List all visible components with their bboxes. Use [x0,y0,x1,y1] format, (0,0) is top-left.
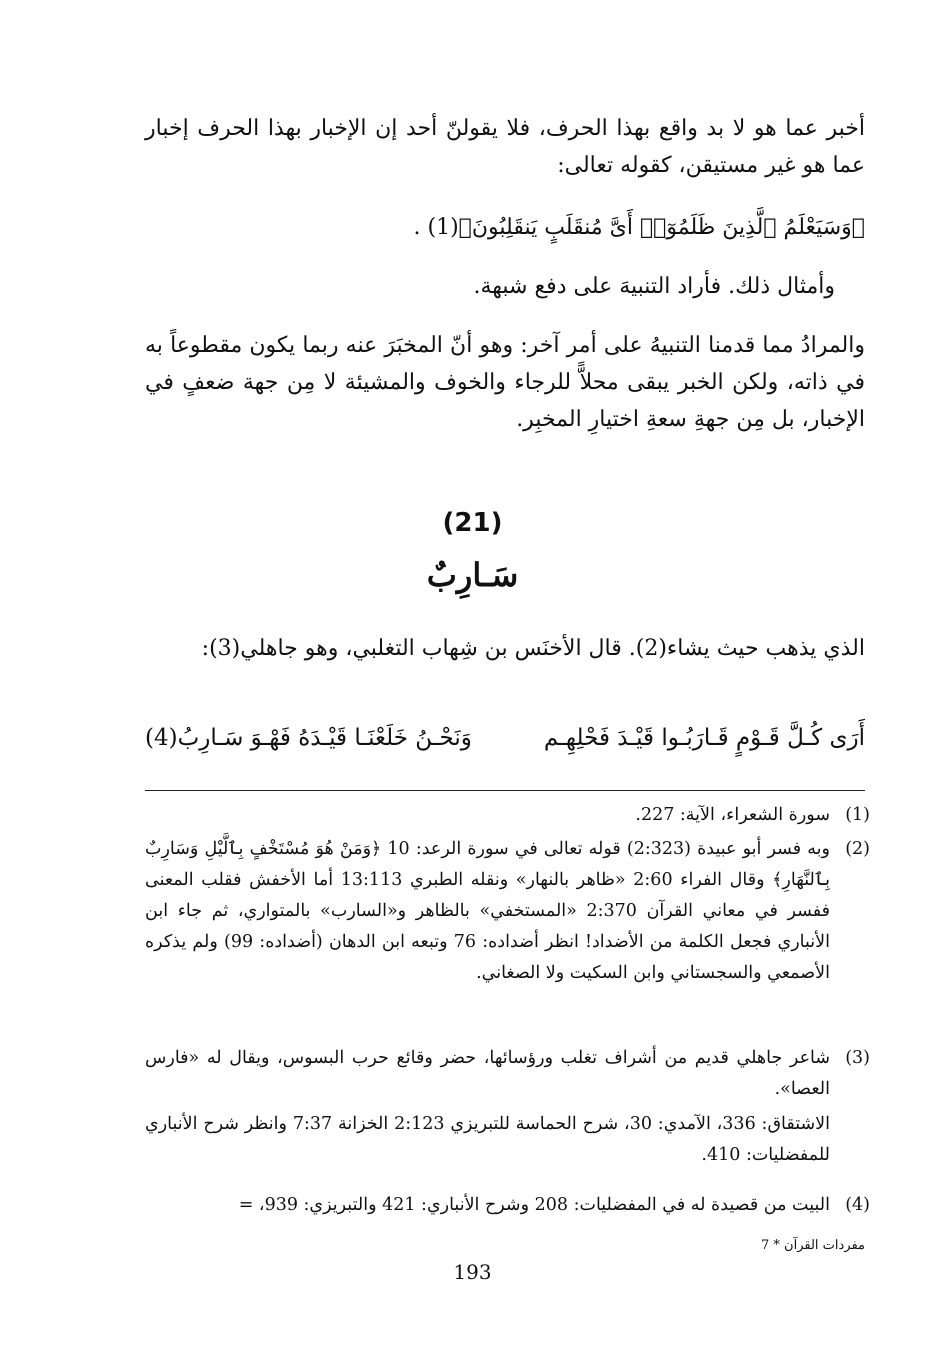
footnote-2 [145,834,870,989]
footnote-3 [145,1043,870,1105]
footnote-text: البيت من قصيدة له في المفضليات: 208 وشرح الأنباري: 421 والتبريزي: 939، = [238,1195,830,1215]
footnote-text: سورة الشعراء، الآية: 227. [635,805,830,825]
footnote-text: شاعر جاهلي قديم من أشراف تغلب ورؤسائها، حضر وقائع حرب البسوس، ويقال له «فارس العصا». [145,1048,830,1099]
section-number: (21) [442,508,503,538]
paragraph-4: الذي يذهب حيث يشاء(2). قال الأخنَس بن شِهاب التغلبي، وهو جاهلي(3): [201,636,865,661]
footnote-text: الاشتقاق: 336، الآمدي: 30، شرح الحماسة للتبريزي 2:123 الخزانة 7:37 وانظر شرح الأنباري للمفضليات: 410. [145,1114,830,1165]
footnote-text: وبه فسر أبو عبيدة (2:323) قوله تعالى في سورة الرعد: 10 ﴿وَمَنْ هُوَ مُسْتَخْفٍ بِٱلَّيْلِ وَسَارِبٌ بِٱلنَّهَارِ﴾ وقال الفراء 2:60 «ظاهر بالنهار» ونقله الطبري 13:113 أما الأخفش فقلب المعنى ففسر في معاني القرآن 2:370 «المستخفي» بالظاهر و«السارب» بالمتواري، ثم جاء ابن الأنباري فجعل الكلمة من الأضداد! انظر أضداده: 76 وتبعه ابن الدهان (أضداده: 99) ولم يذكره الأصمعي والسجستاني وابن السكيت ولا الصغاني. [145,839,830,983]
footnote-number: (2) [845,839,870,859]
page-number: 193 [453,1260,492,1284]
poem-hemistich-1: أَرَى كُـلَّ قَـوْمٍ قَـارَبُـوا قَيْـدَ فَحْلِهِـم [543,725,865,751]
footnote-divider [145,790,865,791]
footnote-number: (1) [845,805,870,825]
footnote-4 [145,1190,870,1221]
paragraph-3: والمرادُ مما قدمنا التنبيهُ على أمر آخر: وهو أنّ المخبَرَ عنه ربما يكون مقطوعاً به في ذاته، ولكن الخبر يبقى محلاًّ للرجاء والخوف والمشيئة لا مِن جهة ضعفٍ في الإخبار، بل مِن جهةِ سعةِ اختيارِ المخبِر. [145,333,865,432]
signature-mark: مفردات القرآن * 7 [760,1238,865,1253]
footnote-1 [145,800,870,831]
paragraph-1: أخبر عما هو لا بد واقع بهذا الحرف، فلا يقولنّ أحد إن الإخبار بهذا الحرف إخبار عما هو غير مستيقن، كقوله تعالى: [145,116,865,178]
paragraph-2: وأمثال ذلك. فأراد التنبيهَ على دفع شبهة. [473,274,835,299]
footnote-number: (4) [845,1195,870,1215]
poem-verse [145,725,865,765]
footnote-3-sources [145,1109,870,1171]
quran-verse: ﴿وَسَيَعْلَمُ ٱلَّذِينَ ظَلَمُوٓا۟ أَىَّ مُنقَلَبٍ يَنقَلِبُونَ﴾(1) . [413,215,865,240]
footnote-number: (3) [845,1048,870,1068]
poem-hemistich-2: وَنَحْـنُ خَلَعْنَـا قَيْـدَهُ فَهْـوَ سَـارِبُ(4) [145,725,472,751]
section-title: سَـارِبٌ [426,556,519,594]
